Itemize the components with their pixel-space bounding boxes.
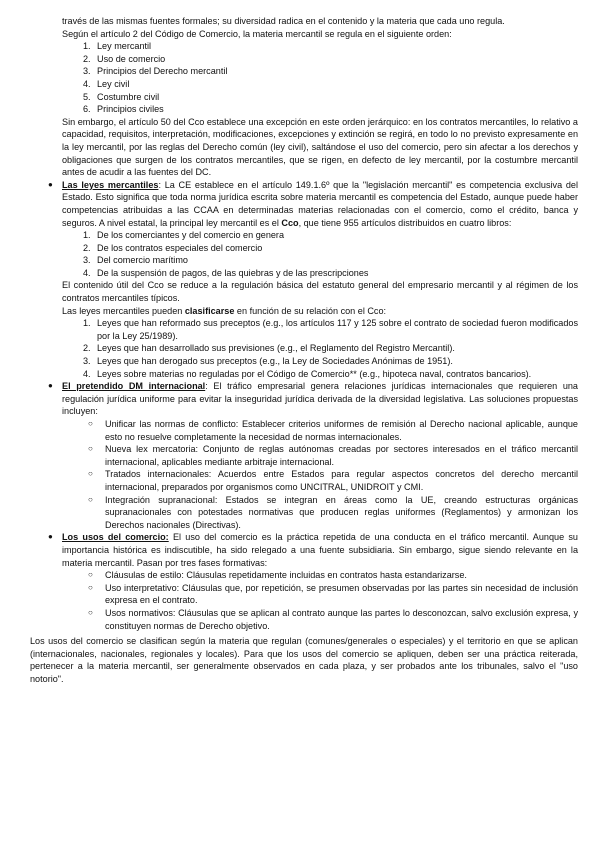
list-item: ○ Usos normativos: Cláusulas que se aplican al contrato aunque las partes lo desconozcan, salvo exclusión expresa, y constituyen normas de Derecho objetivo.	[88, 607, 578, 631]
circle-bullet-icon: ○	[88, 607, 93, 617]
leyes-title: Las leyes mercantiles	[62, 179, 159, 190]
list-item: 4. Leyes sobre materias no reguladas por el Código de Comercio** (e.g., hipoteca naval, contratos bancarios).	[83, 368, 532, 379]
list-item: 1. Leyes que han reformado sus preceptos (e.g., los artículos 117 y 125 sobre el contrato de sociedad fueron modificados por la Ley 25/1989).	[83, 318, 578, 341]
list-item: 2. De los contratos especiales del comercio	[83, 242, 263, 253]
list-item: ○ Uso interpretativo: Cláusulas que, por repetición, se presumen observadas por las partes sin necesidad de inclusión expresa en el contrato.	[88, 582, 578, 606]
list-item: 1. Ley mercantil	[83, 41, 152, 52]
classify-paragraph: Las leyes mercantiles pueden clasificarse en función de su relación con el Cco:	[62, 305, 387, 316]
leyes-paragraph: Las leyes mercantiles: La CE establece en el artículo 149.1.6º que la "legislación mercantil" es competencia exclusiva del Estado. Esto significa que toda norma jurídica escrita sobre materia mercantil es competencia del Estado, aunque puede haber competencias atribuidas a las CCAA en determinadas materias relacionadas con el comercio, como el crédito, banca y seguros. A nivel estatal, la principal ley mercantil es el Cco, que tiene 955 artículos distribuidos en cuatro libros:	[62, 179, 578, 228]
order-intro: Según el artículo 2 del Código de Comercio, la materia mercantil se regula en el siguiente orden:	[62, 28, 452, 39]
bullet-icon: ●	[48, 179, 53, 189]
circle-bullet-icon: ○	[88, 469, 93, 479]
leyes-section	[0, 179, 600, 229]
dm-title: El pretendido DM internacional	[62, 381, 206, 392]
list-item: 3. Del comercio marítimo	[83, 255, 188, 266]
list-item: 3. Principios del Derecho mercantil	[83, 66, 228, 77]
circle-bullet-icon: ○	[88, 570, 93, 580]
order-list	[0, 40, 600, 116]
intro-tail: través de las mismas fuentes formales; su diversidad radica en el contenido y la materia que cada uno regula.	[62, 16, 505, 26]
list-item: 3. Leyes que han derogado sus preceptos (e.g., la Ley de Sociedades Anónimas de 1951).	[83, 356, 453, 367]
bullet-icon: ●	[48, 532, 53, 542]
usos-paragraph: Los usos del comercio: El uso del comercio es la práctica repetida de una conducta en el tráfico mercantil. Aunque su importancia histórica es indiscutible, ha sido relegado a una fuente subsidiaria. Sin embargo, sigue siendo relevante en la materia mercantil. Pasan por tres fases formativas:	[62, 532, 578, 568]
dm-section	[0, 380, 600, 418]
solutions-list	[0, 418, 600, 531]
content-paragraph: El contenido útil del Cco se reduce a la regulación básica del estatuto general del empresario mercantil y al régimen de los contratos mercantiles típicos.	[62, 280, 578, 304]
list-item: 5. Costumbre civil	[83, 91, 160, 102]
list-item: ○ Cláusulas de estilo: Cláusulas repetidamente incluidas en contratos hasta estandarizarse.	[88, 570, 467, 581]
list-item: ○ Tratados internacionales: Acuerdos entre Estados para regular aspectos concretos del derecho mercantil internacional, preparados por organismos como UNCITRAL, UNIDROIT y CMI.	[88, 469, 578, 492]
circle-bullet-icon: ○	[88, 494, 93, 504]
closing-paragraph: Los usos del comercio se clasifican según la materia que regulan (comunes/generales o especiales) y el territorio en que se aplican (internacionales, nacionales, regionales y locales). Para que los usos del comercio se apliquen, deben ser una práctica reiterada, pertenecer a la materia mercantil, ser generalmente observados en cada plaza, y ser probados ante los tribunales, salvo el "uso notorio".	[30, 636, 578, 684]
list-item: 4. Ley civil	[83, 78, 130, 89]
dm-paragraph: El pretendido DM internacional: El tráfico empresarial genera relaciones jurídicas internacionales que requieren una regulación jurídica uniforme para evitar la inseguridad jurídica derivada de la diversidad legislativa. Las soluciones propuestas incluyen:	[62, 381, 578, 417]
circle-bullet-icon: ○	[88, 444, 93, 454]
books-list	[0, 229, 600, 279]
classes-list	[0, 317, 600, 380]
circle-bullet-icon: ○	[88, 582, 93, 592]
usos-section	[0, 531, 600, 569]
list-item: 2. Uso de comercio	[83, 53, 166, 64]
list-item: ○ Nueva lex mercatoria: Conjunto de reglas autónomas creadas por sectores interesados en el tráfico mercantil internacional, aplicables mediante arbitraje internacional.	[88, 444, 578, 467]
circle-bullet-icon: ○	[88, 419, 93, 428]
cco-label: Cco	[281, 217, 299, 228]
phases-list	[0, 569, 600, 632]
bullet-icon: ●	[48, 381, 53, 391]
list-item: ○ Integración supranacional: Estados se integran en áreas como la UE, creando estructuras orgánicas supranacionales con potestades normativas que producen reglas uniformes (Reglamentos) y armonizan los Derechos nacionales (Directivas).	[88, 494, 578, 530]
list-item: 4. De la suspensión de pagos, de las quiebras y de las prescripciones	[83, 267, 369, 278]
list-item: 1. De los comerciantes y del comercio en genera	[83, 230, 285, 241]
usos-title: Los usos del comercio:	[62, 532, 169, 543]
list-item: ○ Unificar las normas de conflicto: Establecer criterios uniformes de remisión al Derecho nacional aplicable, aunque esto no resuelve completamente la necesidad de normas internacionales.	[88, 419, 578, 442]
list-item: 2. Leyes que han desarrollado sus previsiones (e.g., el Reglamento del Registro Mercantil).	[83, 343, 455, 354]
list-item: 6. Principios civiles	[83, 104, 164, 115]
exception-paragraph: Sin embargo, el artículo 50 del Cco establece una excepción en este orden jerárquico: en los contratos mercantiles, lo relativo a capacidad, requisitos, interpretación, modificaciones, excepciones y extinción se regirá, en todo lo no previsto expresamente en la ley mercantil, por las reglas del Derecho común (ley civil), saltándose el uso del comercio, pero sin afectar a los derechos y obligaciones que surgen de los contratos mercantiles, que se rigen, en defecto de ley mercantil, por la costumbre mercantil antes de acudir a las fuentes del DC.	[62, 116, 578, 178]
